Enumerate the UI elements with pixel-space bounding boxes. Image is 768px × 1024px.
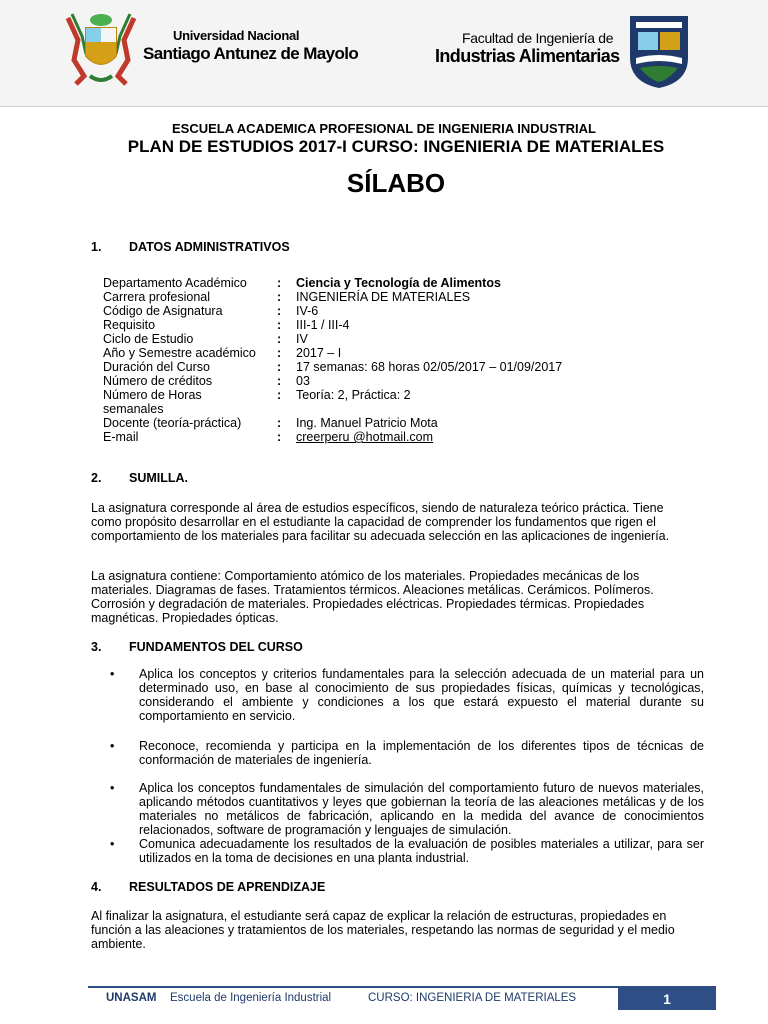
faculty-name-line2: Industrias Alimentarias [435,46,620,66]
row-value: 03 [296,374,310,388]
row-value: 17 semanas: 68 horas 02/05/2017 – 01/09/2017 [296,360,563,374]
row-colon: : [277,360,282,374]
row-value: Teoría: 2, Práctica: 2 [296,388,411,402]
list-item: • Aplica los conceptos fundamentales de simulación del comportamiento futuro de nuevos materiales, aplicando métodos cuantitativos y leyes que gobiernan la teoría de las aleaciones metálicas y de los materiales no metálicos de fabricación, aplicando en la medida del avance de conocimientos relacionados, software de programación y lenguajes de simulación. [110,781,704,837]
row-value: IV-6 [296,304,319,318]
row-label: Docente (teoría-práctica) [103,416,242,430]
section-number: 4. [91,880,102,894]
section-3-heading [91,640,303,654]
sumilla-paragraph-2: La asignatura contiene: Comportamiento atómico de los materiales. Propiedades mecánicas de los materiales. Diagramas de fases. Tratamientos térmicos. Aleaciones metálicas. Cerámicos. Polímeros. Corrosión y degradación de materiales. Propiedades eléctricas. Propiedades térmicas. Propiedades magnéticas. Propiedades ópticas. [91,569,654,625]
row-colon: : [277,304,282,318]
row-value: INGENIERÍA DE MATERIALES [296,290,471,304]
university-name-line1: Universidad Nacional [173,28,300,43]
section-number: 1. [91,240,102,254]
section-1-heading [91,240,290,254]
footer-course: CURSO: INGENIERIA DE MATERIALES [368,992,577,1004]
row-label: Carrera profesional [103,290,210,304]
row-label: Número de créditos [103,374,213,388]
row-label: Código de Asignatura [103,304,223,318]
section-2-heading [91,471,188,485]
faculty-name-line1: Facultad de Ingeniería de [462,30,614,46]
page-number: 1 [618,988,716,1010]
section-4-heading [91,880,325,894]
row-label: Requisito [103,318,156,332]
row-colon: : [277,388,282,402]
row-value: III-1 / III-4 [296,318,350,332]
section-number: 2. [91,471,102,485]
row-value: Ing. Manuel Patricio Mota [296,416,438,430]
school-heading: ESCUELA ACADEMICA PROFESIONAL DE INGENIERIA INDUSTRIAL [172,121,596,136]
row-colon: : [277,374,282,388]
fundamentos-list [110,739,704,767]
peru-coat-of-arms-icon [64,10,138,90]
email-link[interactable]: creerperu @hotmail.com [296,430,434,444]
row-value: 2017 – I [296,346,342,360]
row-label: Año y Semestre académico [103,346,256,360]
row-colon: : [277,346,282,360]
list-item: • Aplica los conceptos y criterios fundamentales para la selección adecuada de un material para un determinado uso, en base al conocimiento de sus propiedades físicas, químicas y tecnológicas, considerando el ambiente y condiciones a los que estará expuesto el material durante su comportamiento en servicio. [110,667,704,723]
row-colon: : [277,290,282,304]
row-colon: : [277,416,282,430]
section-title: SUMILLA. [129,471,189,485]
plan-heading: PLAN DE ESTUDIOS 2017-I CURSO: INGENIERIA DE MATERIALES [127,137,665,156]
row-colon: : [277,332,282,346]
university-name-line2: Santiago Antunez de Mayolo [143,44,359,63]
row-value: IV [296,332,308,346]
list-item: • Reconoce, recomienda y participa en la implementación de los diferentes tipos de técnicas de conformación de materiales de ingeniería. [110,739,704,767]
page-header [0,0,768,107]
row-label: Ciclo de Estudio [103,332,194,346]
row-colon: : [277,276,282,290]
row-colon: : [277,318,282,332]
document-title: SÍLABO [346,168,446,198]
row-label: E-mail [103,430,139,444]
row-label: Número de Horas semanales [103,388,202,416]
resultados-paragraph: Al finalizar la asignatura, el estudiante será capaz de explicar la relación de estructuras, propiedades en función a las aleaciones y tratamientos de los materiales, respetando las normas de seguridad y el medio ambiente. [91,909,675,951]
sumilla-paragraph-1: La asignatura corresponde al área de estudios específicos, siendo de naturaleza teórico práctica. Tiene como propósito desarrollar en el estudiante la capacidad de comprender los fundamentos que rigen el comportamiento de los materiales para facilitar su adecuada selección en las aplicaciones de ingeniería. [91,501,670,543]
footer-org: UNASAM [106,992,157,1004]
row-label: Duración del Curso [103,360,210,374]
row-value: Ciencia y Tecnología de Alimentos [296,276,501,290]
faculty-shield-icon [628,14,690,90]
footer-school: Escuela de Ingeniería Industrial [170,992,332,1004]
list-item: • Comunica adecuadamente los resultados de la evaluación de posibles materiales a utilizar, para ser utilizados en la toma de decisiones en una planta industrial. [110,837,704,865]
section-number: 3. [91,640,102,654]
row-colon: : [277,430,282,444]
fundamentos-list [110,781,704,865]
row-label: Departamento Académico [103,276,247,290]
section-title: FUNDAMENTOS DEL CURSO [129,640,303,654]
section-title: RESULTADOS DE APRENDIZAJE [129,880,326,894]
fundamentos-list [110,667,704,723]
section-title: DATOS ADMINISTRATIVOS [129,240,290,254]
